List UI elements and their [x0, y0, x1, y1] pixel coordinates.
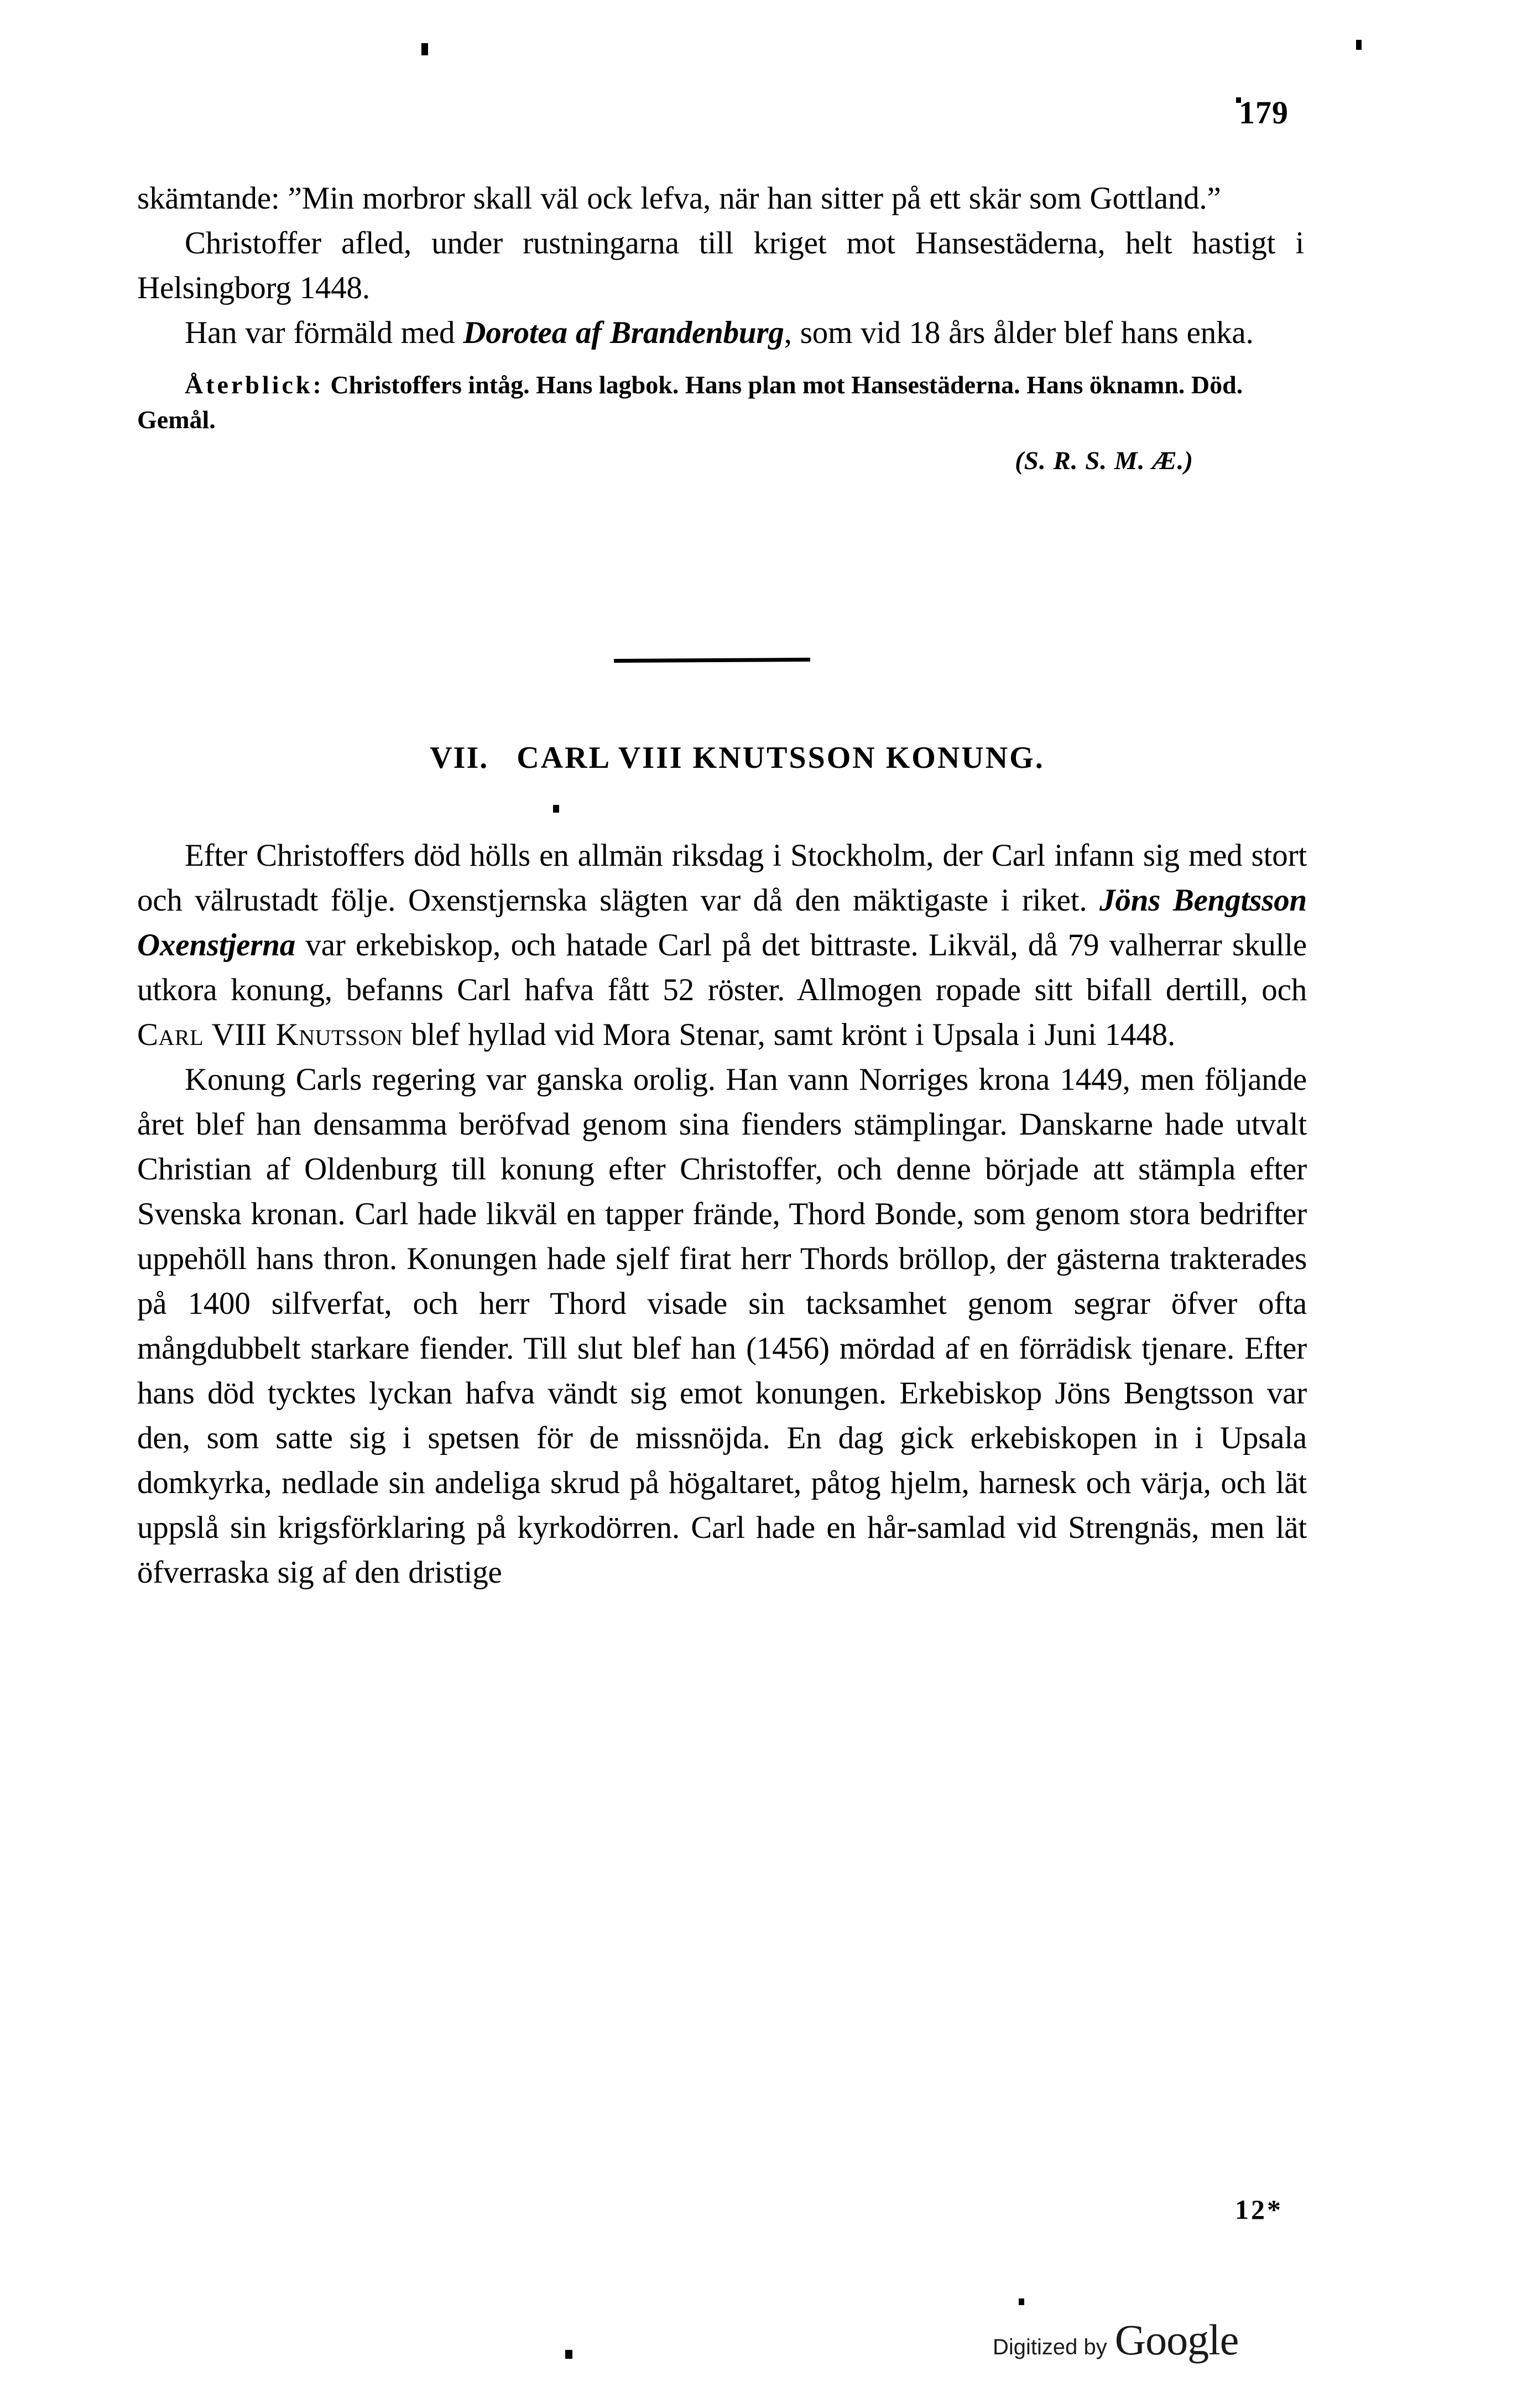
king-name: Carl VIII Knutsson [137, 1017, 403, 1052]
scan-speck [1019, 2298, 1024, 2305]
page-number: 179 [1239, 95, 1289, 131]
scan-speck [553, 805, 559, 813]
paragraph-text-part: blef hyllad vid Mora Stenar, samt krönt i Upsala i Juni 1448. [403, 1017, 1176, 1052]
source-citation: (S. R. S. M. Æ.) [1015, 446, 1193, 475]
scan-speck [565, 2350, 572, 2359]
recap-text: Christoffers intåg. Hans lagbok. Hans plan mot Hansestäderna. Hans öknamn. Död. Gemål. [137, 371, 1243, 434]
paragraph-text: Christoffer afled, under rustningarna till kriget mot Hansestäderna, helt hastigt i Helsingborg 1448. [137, 226, 1304, 305]
signature-mark: 12* [1235, 2194, 1283, 2225]
paragraph-text-part: var erkebiskop, och hatade Carl på det bittraste. Likväl, då 79 valherrar skulle utkora konung, befanns Carl hafva fått 52 röster. Allmogen ropade sitt bifall dertill, och [137, 928, 1307, 1007]
riksdag-paragraph [137, 833, 1307, 1057]
christoffer-death-paragraph [137, 221, 1304, 310]
consort-name: Dorotea af Brandenburg [463, 315, 784, 350]
scan-speck [1356, 40, 1362, 50]
paragraph-text-part: Efter Christoffers död hölls en allmän riksdag i Stockholm, der Carl infann sig med stort och välrustadt följe. Oxenstjernska slägten var då den mäktigaste i riket. [137, 838, 1307, 918]
archbishop-name: Jöns Bengtsson Oxenstjerna [137, 883, 1307, 963]
digitized-by-google-watermark [993, 2316, 1239, 2364]
recap-label: Återblick: [185, 371, 324, 399]
google-wordmark: Google [1114, 2316, 1239, 2364]
main-text-column [137, 833, 1307, 1595]
chapter-title: CARL VIII KNUTSSON KONUNG. [517, 741, 1045, 775]
section-divider [614, 658, 810, 663]
paragraph-text-part: , som vid 18 års ålder blef hans enka. [784, 315, 1254, 350]
paragraph-text: skämtande: ”Min morbror skall väl ock lefva, när han sitter på ett skär som Gottland.” [137, 181, 1221, 216]
marriage-paragraph [137, 310, 1304, 355]
regering-paragraph [137, 1057, 1307, 1595]
recap-summary [137, 367, 1304, 437]
quote-paragraph [137, 176, 1304, 221]
upper-text-column [137, 176, 1304, 476]
paragraph-text-part: Han var förmäld med [185, 315, 463, 350]
chapter-number: VII. [430, 741, 489, 775]
paragraph-text: Konung Carls regering var ganska orolig. Han vann Norriges krona 1449, men följande året blef han densamma beröfvad genom sina fienders stämplingar. Danskarne hade utvalt Christian af Oldenburg till konung efter Christoffer, och denne började att stämpla efter Svenska kronan. Carl hade likväl en tapper frände, Thord Bonde, som genom stora bedrifter uppehöll hans thron. Konungen hade sjelf firat herr Thords bröllop, der gästerna trakterades på 1400 silfverfat, och herr Thord visade sin tacksamhet genom segrar öfver ofta mångdubbelt starkare fiender. Till slut blef han (1456) mördad af en förrädisk tjenare. Efter hans död tycktes lyckan hafva vändt sig emot konungen. Erkebiskop Jöns Bengtsson var den, som satte sig i spetsen för de missnöjda. En dag gick erkebiskopen in i Upsala domkyrka, nedlade sin andeliga skrud på högaltaret, påtog hjelm, harnesk och värja, och lät uppslå sin krigsförklaring på kyrkodörren. Carl hade en hår-samlad vid Strengnäs, men lät öfverraska sig af den dristige [137, 1062, 1307, 1590]
digitized-by-label: Digitized by [993, 2335, 1107, 2359]
scan-speck [421, 43, 428, 55]
chapter-heading [137, 740, 1321, 776]
